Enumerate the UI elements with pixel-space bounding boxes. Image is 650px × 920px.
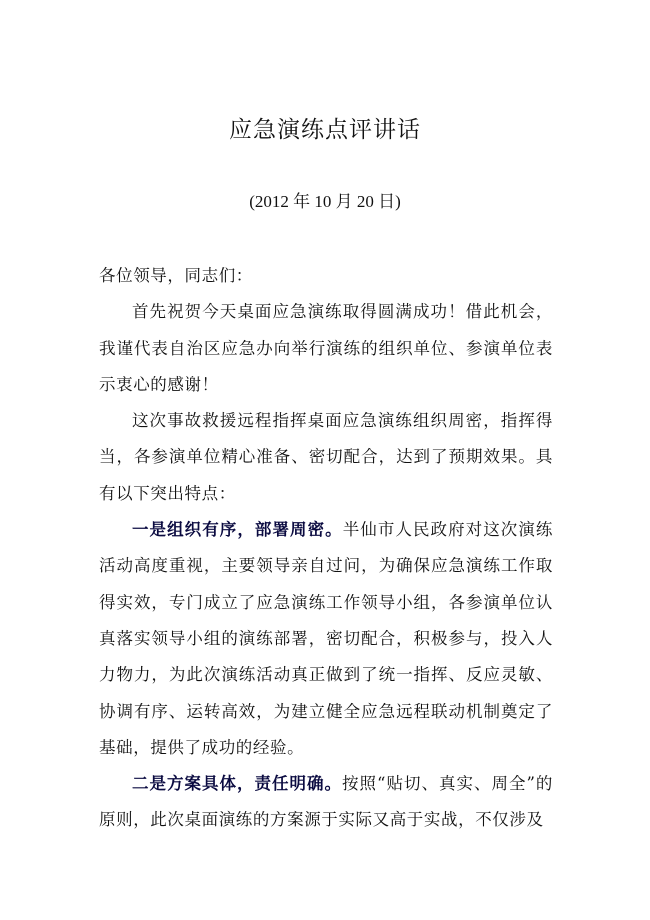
paragraph-3 xyxy=(99,512,553,766)
salutation: 各位领导，同志们： xyxy=(99,266,253,285)
paragraph-text: 首先祝贺今天桌面应急演练取得圆满成功！借此机会，我谨代表自治区应急办向举行演练的组织单位、参演单位表示衷心的感谢！ xyxy=(99,302,553,394)
document-body xyxy=(99,258,553,839)
paragraph-text: 半仙市人民政府对这次演练活动高度重视，主要领导亲自过问，为确保应急演练工作取得实效，专门成立了应急演练工作领导小组，各参演单位认真落实领导小组的演练部署，密切配合，积极参与，投入人力物力，为此次演练活动真正做到了统一指挥、反应灵敏、协调有序、运转高效，为建立健全应急远程联动机制奠定了基础，提供了成功的经验。 xyxy=(99,520,554,757)
document-date: (2012 年 10 月 20 日) xyxy=(249,192,401,211)
paragraph-1 xyxy=(99,294,553,403)
paragraph-lead: 一是组织有序，部署周密。 xyxy=(132,520,343,540)
paragraph-text: 这次事故救援远程指挥桌面应急演练组织周密，指挥得当，各参演单位精心准备、密切配合，达到了预期效果。具有以下突出特点： xyxy=(99,411,553,503)
paragraph-2 xyxy=(99,403,553,512)
paragraph-4 xyxy=(99,766,553,839)
paragraph-text: 按照“贴切、真实、周全”的原则，此次桌面演练的方案源于实际又高于实战，不仅涉及 xyxy=(99,774,553,830)
document-title: 应急演练点评讲话 xyxy=(229,117,421,143)
paragraph-lead: 二是方案具体，责任明确。 xyxy=(132,774,343,794)
